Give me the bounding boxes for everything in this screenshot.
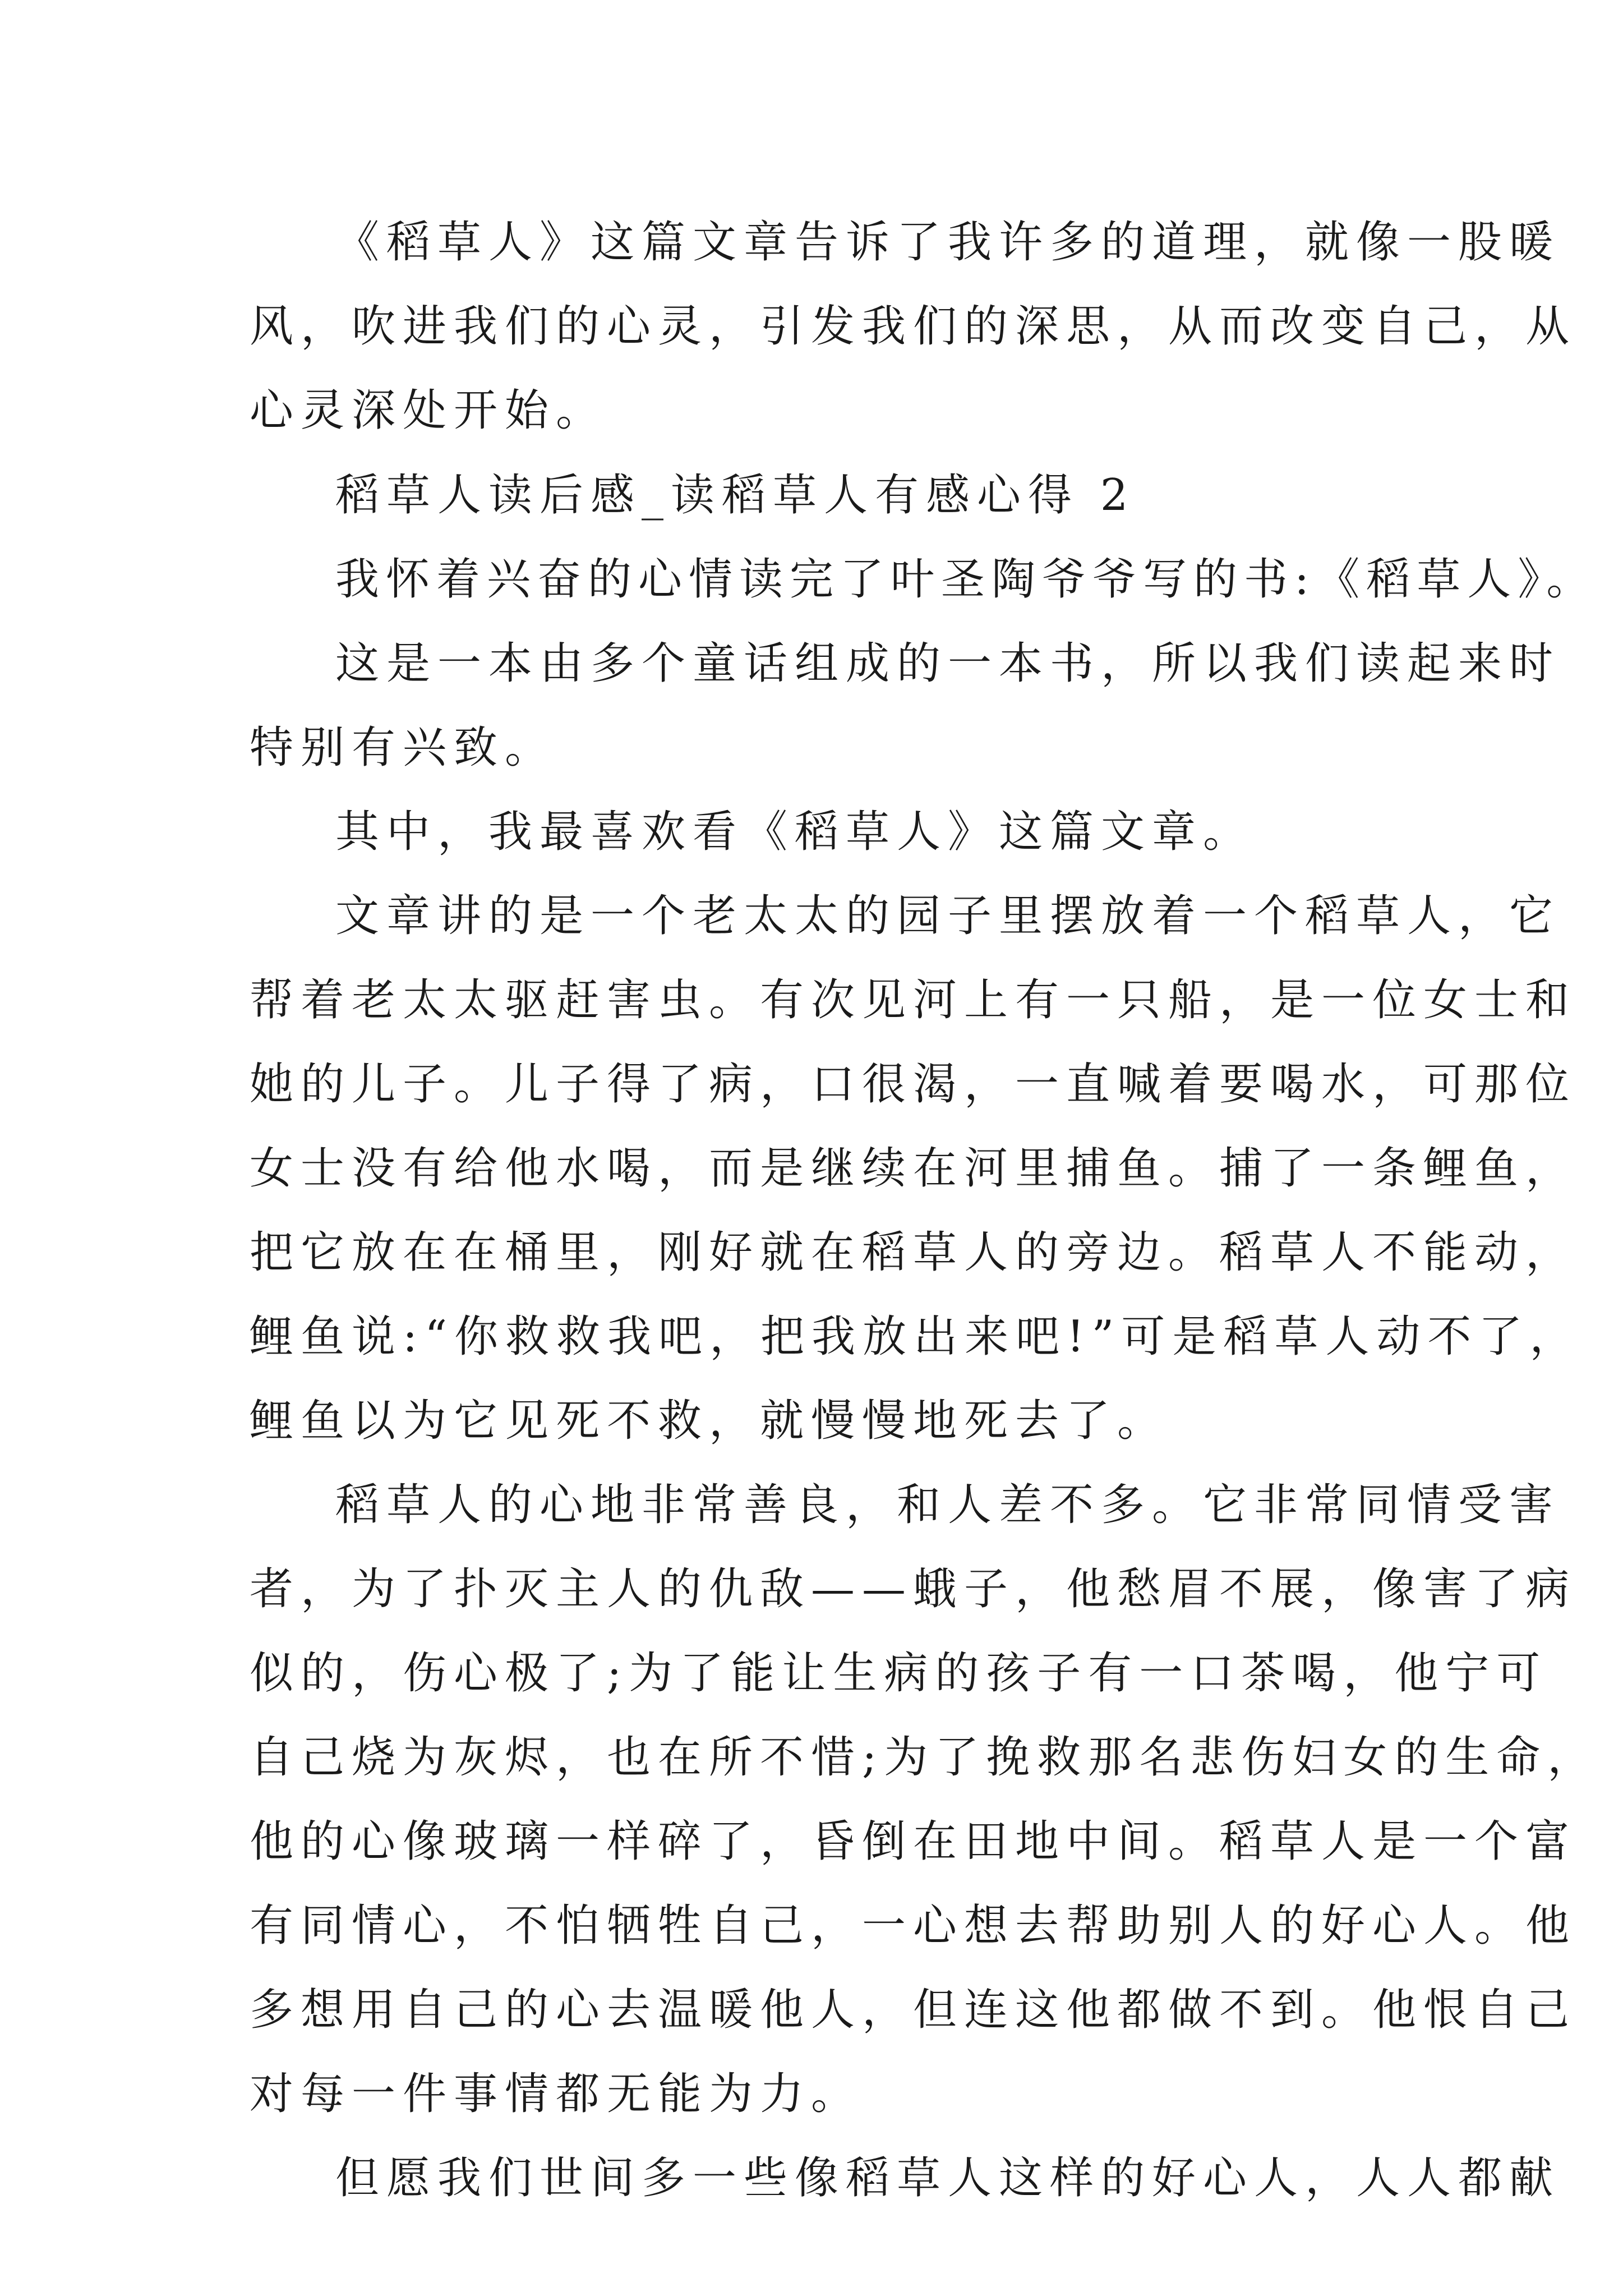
paragraph-6-line-1: 文章讲的是一个老太太的园子里摆放着一个稻草人，它 (335, 891, 1561, 941)
paragraph-1-line-1: 《稻草人》这篇文章告诉了我许多的道理，就像一股暖 (335, 217, 1561, 268)
paragraph-7-line-8: 对每一件事情都无能为力。 (250, 2069, 863, 2119)
paragraph-7-line-1: 稻草人的心地非常善良，和人差不多。它非常同情受害 (335, 1480, 1561, 1530)
paragraph-7-line-4: 自己烧为灰烬，也在所不惜;为了挽救那名悲伤妇女的生命， (250, 1732, 1599, 1783)
paragraph-6-line-5: 把它放在在桶里，刚好就在稻草人的旁边。稻草人不能动， (250, 1227, 1577, 1278)
paragraph-5-line-1: 其中，我最喜欢看《稻草人》这篇文章。 (335, 807, 1255, 857)
paragraph-4-line-2: 特别有兴致。 (250, 723, 556, 773)
paragraph-6-line-6: 鲤鱼说:“你救救我吧，把我放出来吧!”可是稻草人动不了， (250, 1312, 1581, 1362)
paragraph-6-line-7: 鲤鱼以为它见死不救，就慢慢地死去了。 (250, 1396, 1169, 1446)
paragraph-6-line-3: 她的儿子。儿子得了病，口很渴，一直喊着要喝水，可那位 (250, 1059, 1577, 1110)
paragraph-1-line-3: 心灵深处开始。 (250, 385, 607, 436)
paragraph-7-line-2: 者，为了扑灭主人的仇敌——蛾子，他愁眉不展，像害了病 (250, 1564, 1577, 1614)
paragraph-3-line-1: 我怀着兴奋的心情读完了叶圣陶爷爷写的书:《稻草人》。 (335, 554, 1597, 605)
paragraph-8-line-1: 但愿我们世间多一些像稻草人这样的好心人，人人都献 (335, 2153, 1561, 2203)
paragraph-7-line-6: 有同情心，不怕牺牲自己，一心想去帮助别人的好心人。他 (250, 1901, 1577, 1951)
section-heading: 稻草人读后感_读稻草人有感心得 2 (335, 470, 1136, 521)
paragraph-7-line-5: 他的心像玻璃一样碎了，昏倒在田地中间。稻草人是一个富 (250, 1816, 1577, 1867)
paragraph-7-line-7: 多想用自己的心去温暖他人，但连这他都做不到。他恨自己 (250, 1985, 1577, 2035)
paragraph-1-line-2: 风，吹进我们的心灵，引发我们的深思，从而改变自己，从 (250, 301, 1577, 352)
paragraph-6-line-4: 女士没有给他水喝，而是继续在河里捕鱼。捕了一条鲤鱼， (250, 1143, 1577, 1194)
paragraph-7-line-3: 似的，伤心极了;为了能让生病的孩子有一口茶喝，他宁可 (250, 1648, 1548, 1699)
paragraph-4-line-1: 这是一本由多个童话组成的一本书，所以我们读起来时 (335, 638, 1561, 689)
paragraph-6-line-2: 帮着老太太驱赶害虫。有次见河上有一只船，是一位女士和 (250, 975, 1577, 1025)
